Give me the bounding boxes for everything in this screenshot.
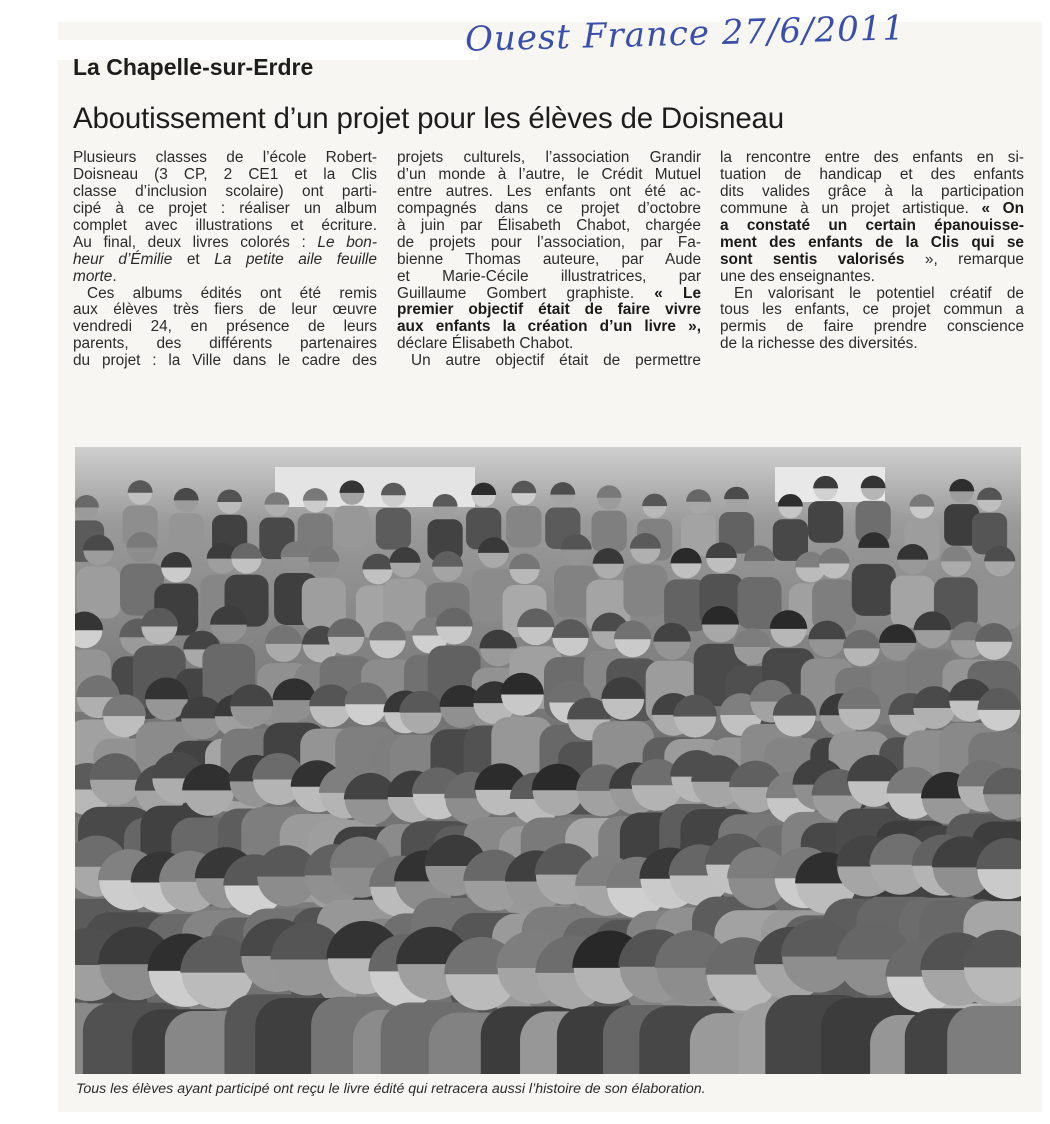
text-run: de projets pour l’association, par Fa-	[397, 233, 701, 251]
text-line	[73, 150, 377, 167]
text-run: et Marie-Cécile illustratrices, par	[397, 267, 701, 285]
photo-caption: Tous les élèves ayant participé ont reçu le livre édité qui retracera aussi l’histoire de son élaboration.	[76, 1081, 706, 1097]
section-heading: La Chapelle-sur-Erdre	[73, 54, 314, 80]
photo-crowd-image	[75, 447, 1021, 1074]
text-line	[397, 201, 701, 218]
text-line	[720, 302, 1024, 319]
text-line	[397, 269, 701, 286]
text-line	[73, 336, 377, 353]
text-line	[73, 353, 377, 370]
text-line	[720, 218, 1024, 235]
text-line	[73, 319, 377, 336]
text-run: cipé à ce projet : réaliser un album	[73, 199, 377, 217]
text-line	[720, 252, 1024, 269]
text-run: complet avec illustrations et écriture.	[73, 216, 377, 234]
text-run: En valorisant le potentiel créatif de	[734, 284, 1024, 302]
text-line	[720, 286, 1024, 303]
photo-person-body	[947, 1006, 1021, 1074]
text-run: entre autres. Les enfants ont été ac-	[397, 182, 701, 200]
text-line	[397, 252, 701, 269]
text-line	[720, 319, 1024, 336]
quote-bold-text: « On	[981, 199, 1024, 217]
text-run: de la richesse des diversités.	[720, 335, 918, 353]
text-line	[397, 336, 701, 353]
quote-bold-text: sont sentis valorisés	[720, 250, 905, 268]
photo-person-body	[592, 511, 627, 553]
text-run: déclare Élisabeth Chabot.	[397, 335, 574, 353]
quote-bold-text: ment des enfants de la Clis qui se	[720, 233, 1024, 251]
text-run: dits valides grâce à la participation	[720, 182, 1024, 200]
text-line	[73, 269, 377, 286]
text-run: une des enseignantes.	[720, 267, 875, 285]
text-run: », remarque	[904, 250, 1024, 268]
text-line	[397, 150, 701, 167]
text-line	[397, 235, 701, 252]
text-line	[720, 201, 1024, 218]
text-line	[73, 184, 377, 201]
photo-person-body	[978, 577, 1021, 629]
text-line	[397, 319, 701, 336]
text-line	[720, 167, 1024, 184]
text-run: Doisneau (3 CP, 2 CE1 et la Clis	[73, 165, 377, 183]
text-line	[720, 336, 1024, 353]
text-line	[397, 302, 701, 319]
article-photo	[75, 447, 1021, 1074]
text-run: tous les enfants, ce projet commun a	[720, 301, 1024, 319]
article-column-1	[73, 150, 377, 370]
text-run: du projet : la Ville dans le cadre des	[73, 352, 377, 370]
photo-person-body	[76, 566, 120, 618]
text-run: d’un monde à l’autre, le Crédit Mutuel	[397, 165, 701, 183]
quote-bold-text: aux enfants la création d’un livre »,	[397, 318, 701, 336]
text-run: .	[112, 267, 117, 285]
text-run: Un autre objectif était de permettre	[411, 352, 701, 370]
text-line	[397, 218, 701, 235]
text-line	[720, 184, 1024, 201]
text-run: aux élèves très fiers de leur œuvre	[73, 301, 377, 319]
text-run: tuation de handicap et des enfants	[720, 165, 1024, 183]
handwritten-source-note: Ouest France 27/6/2011	[464, 8, 906, 60]
text-run: classe d’inclusion scolaire) ont parti-	[73, 182, 377, 200]
text-run: Plusieurs classes de l’école Robert-	[73, 149, 377, 166]
text-line	[397, 353, 701, 370]
text-run: compagnés dans ce projet d’octobre	[397, 199, 701, 217]
text-run: la rencontre entre des enfants en si-	[720, 149, 1024, 166]
text-run: Au final, deux livres colorés :	[73, 233, 318, 251]
article-column-2	[397, 150, 701, 370]
text-run: commune à un projet artistique.	[720, 199, 982, 217]
book-title-italic: La petite aile feuille	[214, 250, 377, 268]
photo-person-body	[376, 508, 411, 550]
text-line	[397, 167, 701, 184]
text-run: Ces albums édités ont été remis	[87, 284, 377, 302]
text-line	[73, 235, 377, 252]
text-run: bienne Thomas auteure, par Aude	[397, 250, 701, 268]
article-column-3	[720, 150, 1024, 353]
photo-person-body	[169, 513, 204, 555]
text-line	[73, 201, 377, 218]
text-line	[73, 167, 377, 184]
text-line	[397, 286, 701, 303]
text-line	[720, 150, 1024, 167]
text-run: permis de faire prendre conscience	[720, 318, 1024, 336]
text-run: vendredi 24, en présence de leurs	[73, 318, 377, 336]
photo-person-body	[334, 506, 369, 548]
text-line	[73, 218, 377, 235]
book-title-italic: Le bon-	[317, 233, 377, 251]
text-line	[720, 235, 1024, 252]
text-run: et	[172, 250, 215, 268]
book-title-italic: morte	[73, 267, 113, 285]
text-run: projets culturels, l’association Grandir	[397, 149, 701, 166]
text-line	[73, 252, 377, 269]
quote-bold-text: premier objectif était de faire vivre	[397, 301, 701, 319]
text-run: parents, des différents partenaires	[73, 335, 377, 353]
text-line	[720, 269, 1024, 286]
photo-person-body	[808, 501, 843, 543]
photo-person-body	[506, 506, 541, 548]
photo-person-body	[852, 564, 896, 616]
text-run: à juin par Élisabeth Chabot, chargée	[397, 216, 701, 234]
book-title-italic: heur d’Émilie	[73, 250, 173, 268]
text-line	[73, 302, 377, 319]
quote-bold-text: a constaté un certain épanouisse-	[720, 216, 1024, 234]
photo-person-body	[623, 565, 667, 617]
article-title: Aboutissement d’un projet pour les élèves de Doisneau	[73, 102, 784, 135]
quote-bold-text: « Le	[654, 284, 701, 302]
text-line	[397, 184, 701, 201]
text-run: Guillaume Gombert graphiste.	[397, 284, 655, 302]
text-line	[73, 286, 377, 303]
